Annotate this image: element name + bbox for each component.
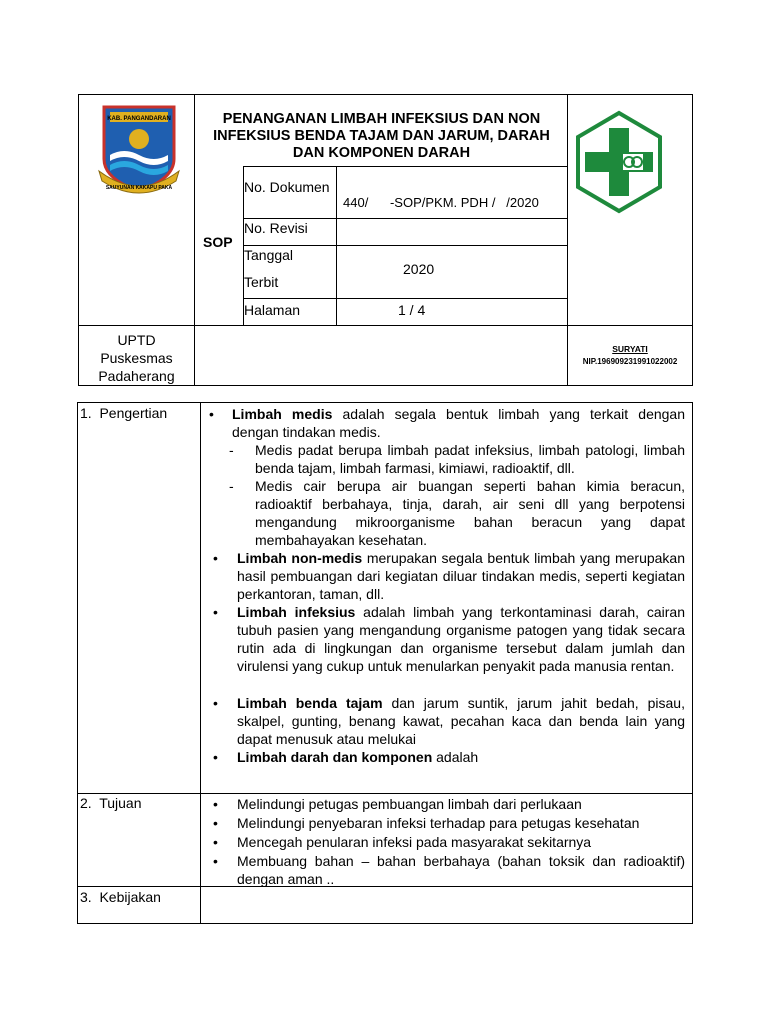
bullet-icon: • [213,749,218,765]
definition-blood: Limbah darah dan komponen adalah [237,749,479,765]
objective-3: Mencegah penularan infeksi pada masyarakat sekitarnya [237,834,592,850]
field-label-date-2: Terbit [244,274,279,290]
definition-infectious: Limbah infeksius adalah limbah yang terkontaminasi darah, cairan tubuh pasien yang mengandung organisme patogen yang tidak secara rutin ada di lingkungan dan organisme tersebut dalam jumlah dan virulensi yang cukup untuk menularkan penyakit pada manusia rentan. [237,604,685,674]
puskesmas-logo [574,110,664,214]
objective-2: Melindungi penyebaran infeksi terhadap para petugas kesehatan [237,815,640,831]
svg-text:SAUYUNAN KAKAPU PAKA: SAUYUNAN KAKAPU PAKA [105,185,173,191]
definition-solid-medical: Medis padat berupa limbah padat infeksius, limbah patologi, limbah benda tajam, limbah farmasi, kimiawi, radioaktif, dll. [255,442,685,476]
field-label-doc-number: No. Dokumen [244,179,330,195]
bullet-icon: • [213,796,218,812]
dash-icon: - [229,442,234,458]
dash-icon: - [229,478,234,494]
definition-sharps: Limbah benda tajam dan jarum suntik, jarum jahit bedah, pisau, skalpel, gunting, benang kawat, pecahan kaca dan benda lain yang dapat menusuk atau melukai [237,695,685,747]
objective-4: Membuang bahan – bahan berbahaya (bahan toksik dan radioaktif) dengan aman .. [237,853,685,887]
field-label-date: Tanggal [244,247,294,263]
objective-1: Melindungi petugas pembuangan limbah dari perlukaan [237,796,582,812]
document-title: PENANGANAN LIMBAH INFEKSIUS DAN NON INFEKSIUS BENDA TAJAM DAN JARUM, DARAH DAN KOMPONEN DARAH [213,111,550,161]
field-value-date: 2020 [403,261,435,277]
signer-name: SURYATI [612,344,648,354]
bullet-icon: • [213,695,218,711]
svg-text:KAB. PANGANDARAN: KAB. PANGANDARAN [107,116,171,122]
bullet-icon: • [213,604,218,620]
field-value-doc-number: 440/ -SOP/PKM. PDH / /2020 [343,195,539,210]
org-line-2: Puskesmas [100,350,173,366]
bullet-icon: • [213,853,218,869]
section-label-tujuan: 2. Tujuan [80,795,142,811]
regency-logo [96,101,182,199]
field-value-page: 1 / 4 [398,302,426,318]
field-label-page: Halaman [244,302,301,318]
org-line-1: UPTD [117,332,156,348]
bullet-icon: • [213,834,218,850]
section-label-pengertian: 1. Pengertian [80,405,168,421]
section-label-kebijakan: 3. Kebijakan [80,889,161,905]
sop-label: SOP [203,234,233,250]
org-line-3: Padaherang [98,368,175,384]
bullet-icon: • [213,815,218,831]
definition-liquid-medical: Medis cair berupa air buangan seperti bahan kimia beracun, radioaktif berbahaya, tinja, darah, air seni dll yang berpotensi mengandung mikroorganisme bahan beracun yang dapat membahayakan kesehatan. [255,478,685,548]
field-label-revision: No. Revisi [244,220,308,236]
definition-medical-waste: Limbah medis adalah segala bentuk limbah yang terkait dengan dengan tindakan medis. [232,406,685,440]
definition-non-medical: Limbah non-medis merupakan segala bentuk limbah yang merupakan hasil pembuangan dari kegiatan diluar tindakan medis, seperti kegiatan perkantoran, taman, dll. [237,550,685,602]
bullet-icon: • [213,550,218,566]
bullet-icon: • [209,406,214,422]
signer-nip: NIP.196909231991022002 [582,357,678,366]
